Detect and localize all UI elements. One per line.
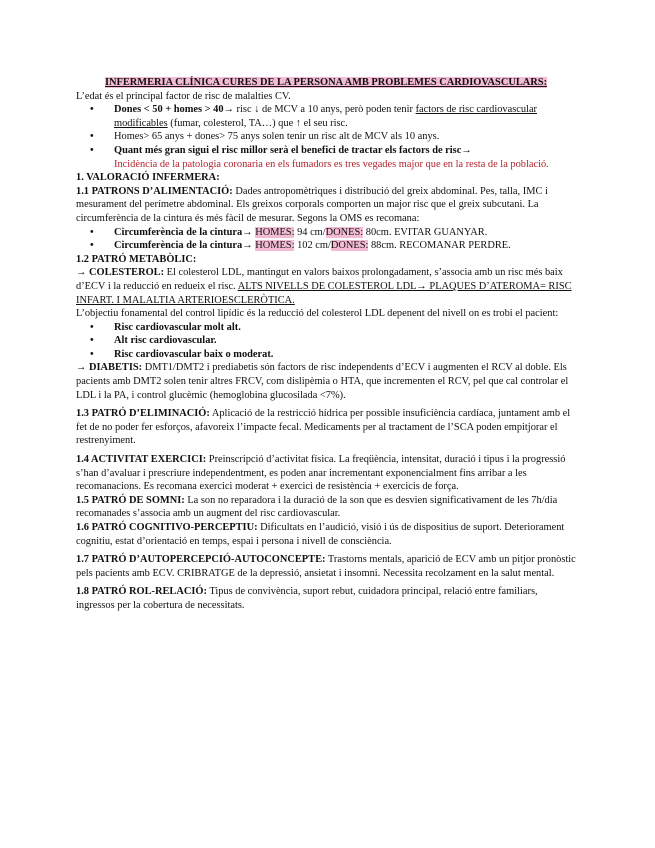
cholesterol-text: → COLESTEROL: El colesterol LDL, mantingut en valors baixos prolongadament, s’associa amb un risc més baix d’ECV i la reducció en redueix el risc. ALTS NIVELLS DE COLESTEROL LDL→ PLAQUES D’ATEROMA= RISC INFART. I MALALTIA ARTERIOESCLERÒTICA. — [76, 267, 572, 306]
list-item: • Alt risc cardiovascular. — [114, 334, 576, 348]
risk-list — [76, 321, 576, 362]
section-heading: 1.2 PATRÓ METABÒLIC: — [76, 253, 197, 265]
age-risk-list — [76, 103, 576, 171]
list-item: • Risc cardiovascular molt alt. — [114, 321, 576, 335]
waist-list — [76, 226, 576, 253]
list-item: • Circumferència de la cintura→ HOMES: 102 cm/DONES: 88cm. RECOMANAR PERDRE. — [114, 239, 576, 253]
intro-text: L’edat és el principal factor de risc de malalties CV. — [76, 90, 291, 102]
document-page — [76, 76, 576, 613]
diabetes-text: → DIABETIS: DMT1/DMT2 i prediabetis són factors de risc independents d’ECV i augmenten el RCV al doble. Els pacients amb DMT2 solen tenir altres FRCV, com dislipèmia o HTA, que incrementen el RCV, pel que cal controlar el LDL i la PA, i control glucèmic (hemoglobina glucosilada <7%). — [76, 362, 569, 401]
section-1-1: 1.1 PATRONS D’ALIMENTACIÓ: Dades antropomètriques i distribució del greix abdominal. Pes, talla, IMC i mesurament del perímetre abdominal. Els greixos corporals comporten un major risc que el greix subcutani. La circumferència de la cintura és més fàcil de mesurar. Segons la OMS es recomana: — [76, 185, 548, 224]
list-item: • Dones < 50 + homes > 40→ risc ↓ de MCV a 10 anys, però poden tenir factors de risc cardiovascular modificables (fumar, colesterol, TA…) que ↑ el seu risc. — [114, 103, 576, 130]
list-item: • Homes> 65 anys + dones> 75 anys solen tenir un risc alt de MCV als 10 anys. — [114, 130, 576, 144]
list-item: • Quant més gran sigui el risc millor serà el benefici de tractar els factors de risc→ Incidència de la patologia coronaria en els fumadors es tres vegades major que en la resta de la població. — [114, 144, 576, 171]
section-1-3: 1.3 PATRÓ D’ELIMINACIÓ: Aplicació de la restricció hídrica per possible insuficiència cardíaca, juntament amb el fet de no poder fer esforços, afavoreix l’impacte fecal. Medicaments per al tractament de l’SCA poden empitjorar el restrenyiment. — [76, 408, 571, 447]
document-title: INFERMERIA CLÍNICA CURES DE LA PERSONA AMB PROBLEMES CARDIOVASCULARS: — [104, 77, 548, 88]
section-1-5: 1.5 PATRÓ DE SOMNI: La son no reparadora i la duració de la son que es desvien significativament de les 7h/dia recomanades s’associa amb un augment del risc cardiovascular. — [76, 494, 558, 520]
section-heading: 1. VALORACIÓ INFERMERA: — [76, 172, 220, 184]
section-1-6: 1.6 PATRÓ COGNITIVO-PERCEPTIU: Dificultats en l’audició, visió i ús de dispositius de suport. Deteriorament cognitiu, estat d’orientació en temps, espai i persona i nivell de consciència. — [76, 522, 565, 547]
list-item: • Risc cardiovascular baix o moderat. — [114, 348, 576, 362]
objective-text: L’objectiu fonamental del control lipídic és la reducció del colesterol LDL depenent del nivell on es trobi el pacient: — [76, 308, 559, 320]
section-1-8: 1.8 PATRÓ ROL-RELACIÓ: Tipus de convivència, suport rebut, cuidadora principal, relació entre familiars, ingressos per la cobertura de necessitats. — [76, 586, 538, 611]
section-1-7: 1.7 PATRÓ D’AUTOPERCEPCIÓ-AUTOCONCEPTE: Trastorns mentals, aparició de ECV amb un pitjor pronòstic pels pacients amb ECV. CRIBRATGE de la depressió, ansietat i insomni. Necessita recolzament en la salut mental. — [76, 554, 576, 579]
list-item: • Circumferència de la cintura→ HOMES: 94 cm/DONES: 80cm. EVITAR GUANYAR. — [114, 226, 576, 240]
section-1-4: 1.4 ACTIVITAT EXERCICI: Preinscripció d’activitat física. La freqüència, intensitat, duració i tipus i la progressió s’han d’avaluar i prescriure independentment, es poden anar incrementant exponencialment fins arribar a les recomanacions. Es recomana exercici moderat + exercici de resistència + exercicis de força. — [76, 454, 566, 493]
